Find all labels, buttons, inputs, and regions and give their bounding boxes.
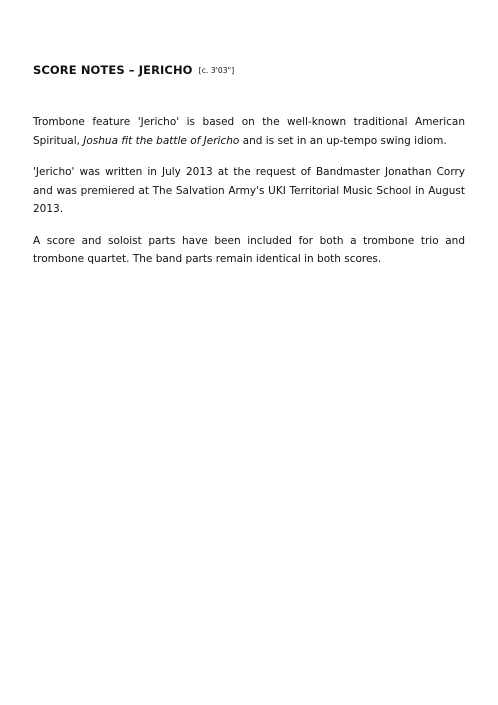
- page-title: [33, 60, 465, 81]
- duration-label: [c. 3'03"]: [198, 66, 235, 75]
- paragraph-intro: [33, 113, 465, 150]
- paragraph-intro-text-end: and is set in an up-tempo swing idiom.: [239, 134, 447, 147]
- score-notes-page: [33, 60, 465, 269]
- paragraph-parts: A score and soloist parts have been included for both a trombone trio and trombone quartet. The band parts remain identical in both scores.: [33, 234, 465, 265]
- paragraph-history: 'Jericho' was written in July 2013 at the request of Bandmaster Jonathan Corry and was premiered at The Salvation Army's UKI Territorial Music School in August 2013.: [33, 166, 465, 215]
- spiritual-title-italic: Joshua fit the battle of Jericho: [83, 134, 240, 147]
- paragraph-intro-text-start: Trombone feature 'Jericho' is based on the well-known traditional American Spiritual,: [33, 116, 465, 147]
- title-text: SCORE NOTES – JERICHO: [33, 63, 193, 77]
